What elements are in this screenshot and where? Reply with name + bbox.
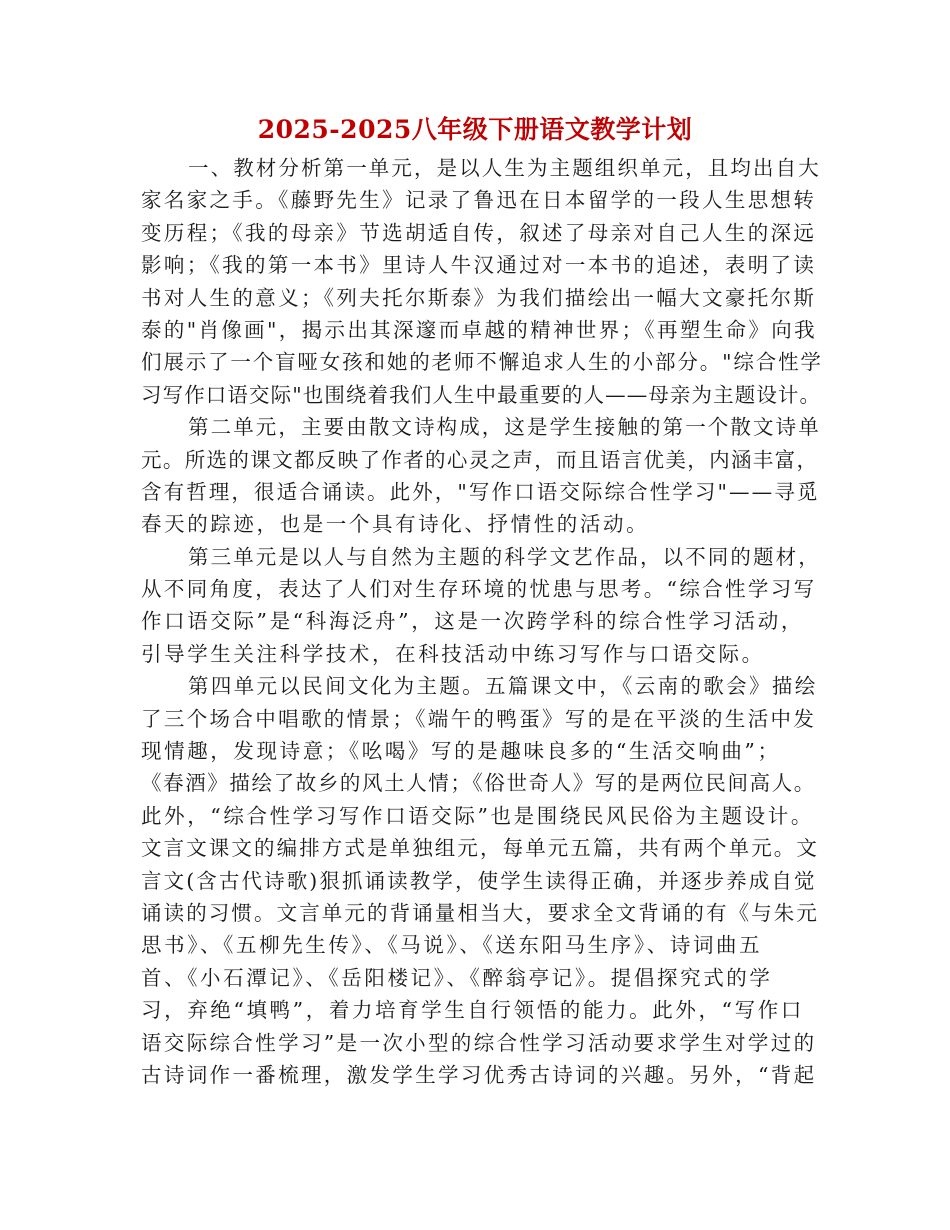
text-line: 影响；《我的第一本书》里诗人牛汉通过对一本书的追述，表明了读	[141, 253, 817, 278]
text-line: 习，弃绝“填鸭”，着力培育学生自行领悟的能力。此外，“写作口	[141, 998, 804, 1023]
text-line: 诵读的习惯。文言单元的背诵量相当大，要求全文背诵的有《与朱元	[141, 900, 819, 925]
text-line: 思书》、《五柳先生传》、《马说》、《送东阳马生序》、诗词曲五	[141, 933, 763, 958]
text-line: 文言文课文的编排方式是单独组元，每单元五篇，共有两个单元。文	[141, 836, 819, 861]
text-line: 《春酒》描绘了故乡的风土人情；《俗世奇人》写的是两位民间高人。	[141, 771, 816, 796]
text-line: 元。所选的课文都反映了作者的心灵之声，而且语言优美，内涵丰富，	[141, 447, 819, 472]
text-line: 习写作口语交际"也围绕着我们人生中最重要的人——母亲为主题设计。	[141, 382, 822, 407]
text-line: 含有哲理，很适合诵读。此外，"写作口语交际综合性学习"——寻觅	[141, 479, 820, 504]
text-line: 泰的"肖像画"，揭示出其深邃而卓越的精神世界；《再塑生命》向我	[141, 317, 817, 342]
document-body	[141, 152, 821, 1091]
paragraph-first-line: 第四单元以民间文化为主题。五篇课文中，《云南的歌会》描绘	[188, 674, 818, 699]
text-line: 此外，“综合性学习写作口语交际”也是围绕民风民俗为主题设计。	[141, 803, 814, 828]
text-line: 作口语交际”是“科海泛舟”，这是一次跨学科的综合性学习活动，	[141, 609, 804, 634]
paragraph-first-line: 第二单元，主要由散文诗构成，这是学生接触的第一个散文诗单	[188, 415, 821, 440]
text-line: 变历程；《我的母亲》节选胡适自传，叙述了母亲对自己人生的深远	[141, 220, 817, 245]
paragraph-first-line: 一、教材分析第一单元，是以人生为主题组织单元，且均出自大	[188, 156, 821, 180]
text-line: 首、《小石潭记》、《岳阳楼记》、《醉翁亭记》。提倡探究式的学	[141, 965, 773, 990]
text-line: 书对人生的意义；《列夫托尔斯泰》为我们描绘出一幅大文豪托尔斯	[141, 285, 817, 310]
document-title: 2025-2025八年级下册语文教学计划	[257, 115, 693, 144]
text-line: 言文(含古代诗歌)狠抓诵读教学，使学生读得正确，并逐步养成自觉	[141, 868, 817, 893]
text-line: 从不同角度，表达了人们对生存环境的忧患与思考。“综合性学习写	[141, 577, 817, 602]
text-line: 家名家之手。《藤野先生》记录了鲁迅在日本留学的一段人生思想转	[141, 188, 817, 213]
text-line: 语交际综合性学习”是一次小型的综合性学习活动要求学生对学过的	[141, 1030, 817, 1055]
text-line: 现情趣，发现诗意；《吆喝》写的是趣味良多的“生活交响曲”；	[141, 739, 781, 764]
paragraph-first-line: 第三单元是以人与自然为主题的科学文艺作品，以不同的题材，	[188, 544, 821, 569]
text-line: 春天的踪迹，也是一个具有诗化、抒情性的活动。	[141, 512, 650, 537]
text-line: 古诗词作一番梳理，激发学生学习优秀古诗词的兴趣。另外，“背起	[141, 1062, 817, 1087]
text-line: 们展示了一个盲哑女孩和她的老师不懈追求人生的小部分。"综合性学	[141, 350, 823, 375]
text-line: 了三个场合中唱歌的情景；《端午的鸭蛋》写的是在平淡的生活中发	[141, 706, 817, 731]
text-line: 引导学生关注科学技术，在科技活动中练习写作与口语交际。	[141, 641, 765, 666]
